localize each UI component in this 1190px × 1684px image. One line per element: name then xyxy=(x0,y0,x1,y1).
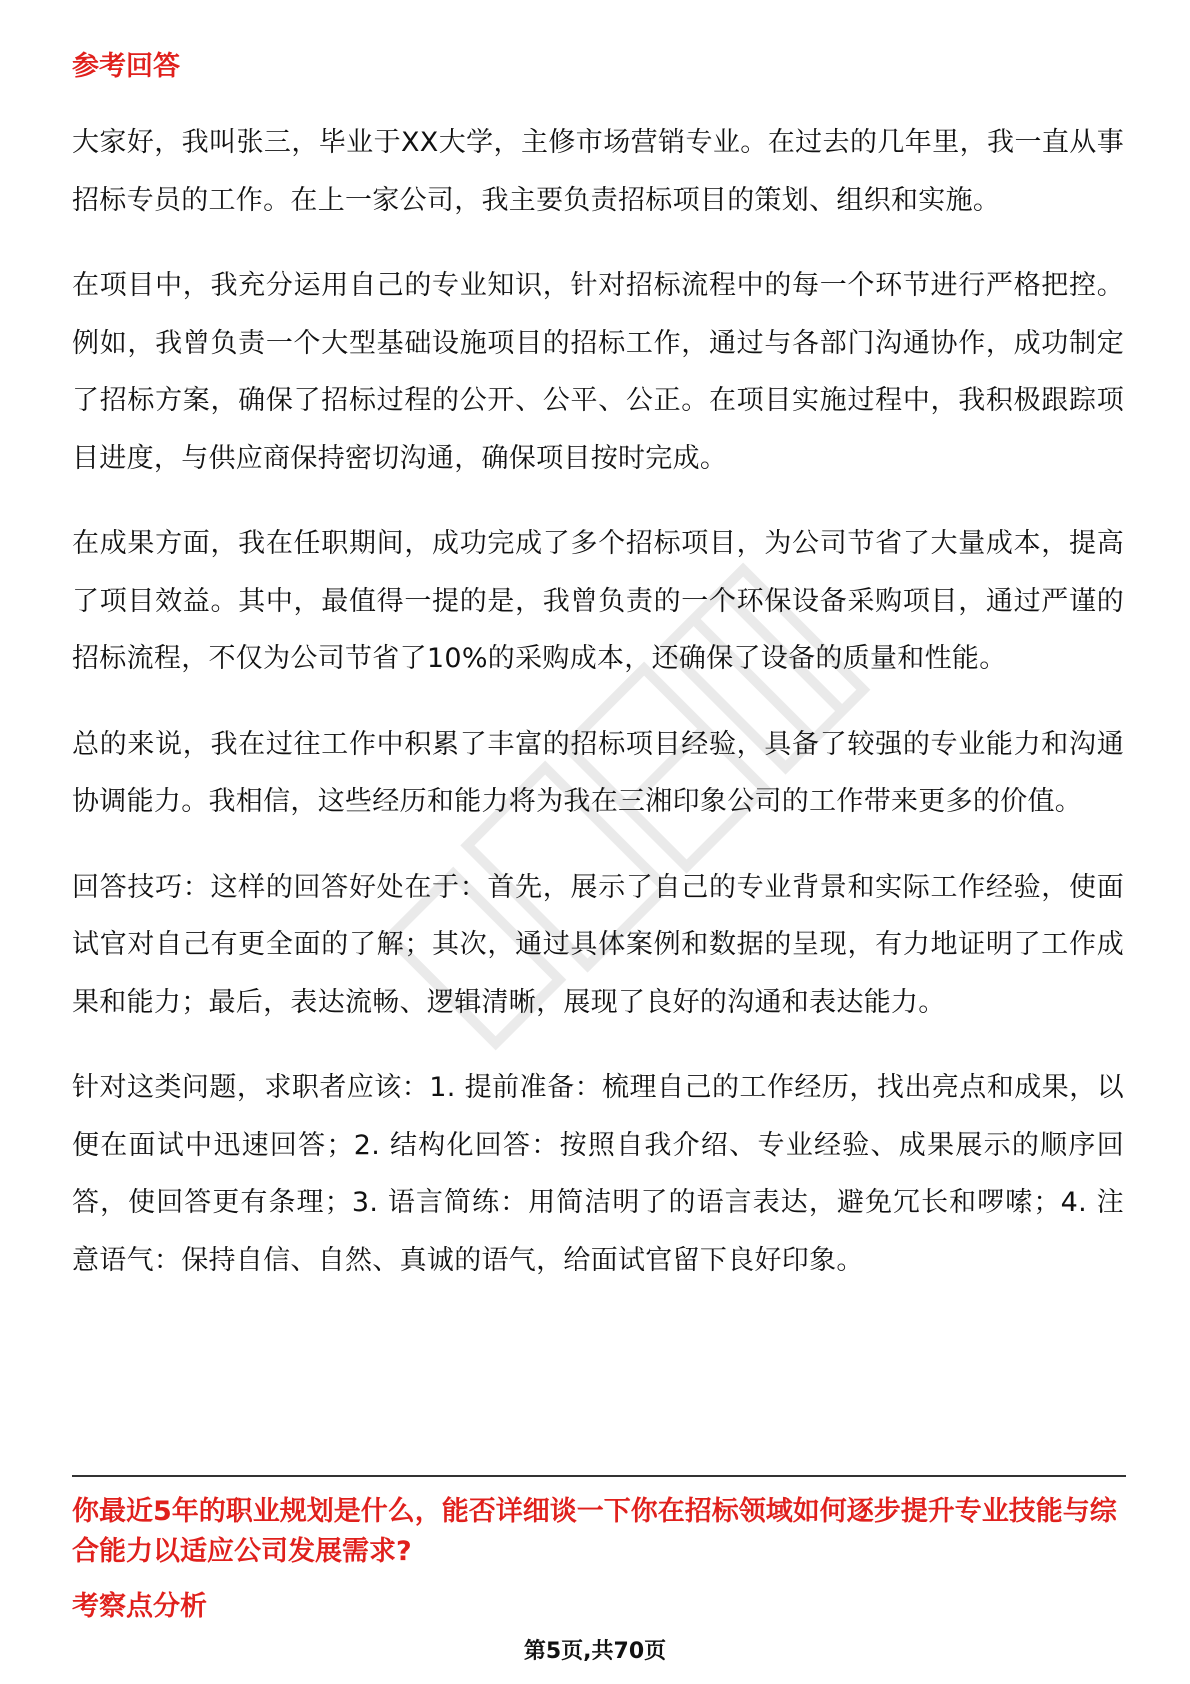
section-divider xyxy=(72,1475,1126,1477)
answer-tips-paragraph: 回答技巧：这样的回答好处在于：首先，展示了自己的专业背景和实际工作经验，使面试官对自己有更全面的了解；其次，通过具体案例和数据的呈现，有力地证明了工作成果和能力；最后，表达流畅、逻辑清晰，展现了良好的沟通和表达能力。 xyxy=(72,871,1124,1018)
page-number-footer: 第5页,共70页 xyxy=(523,1639,667,1664)
answer-paragraph-results: 在成果方面，我在任职期间，成功完成了多个招标项目，为公司节省了大量成本，提高了项目效益。其中，最值得一提的是，我曾负责的一个环保设备采购项目，通过严谨的招标流程，不仅为公司节省了10%的采购成本，还确保了设备的质量和性能。 xyxy=(72,528,1124,674)
answer-paragraph-summary: 总的来说，我在过往工作中积累了丰富的招标项目经验，具备了较强的专业能力和沟通协调能力。我相信，这些经历和能力将为我在三湘印象公司的工作带来更多的价值。 xyxy=(72,728,1124,817)
reference-answer-section xyxy=(72,48,1124,1317)
answer-paragraph-projects: 在项目中，我充分运用自己的专业知识，针对招标流程中的每一个环节进行严格把控。例如，我曾负责一个大型基础设施项目的招标工作，通过与各部门沟通协作，成功制定了招标方案，确保了招标过程的公开、公平、公正。在项目实施过程中，我积极跟踪项目进度，与供应商保持密切沟通，确保项目按时完成。 xyxy=(72,270,1124,474)
answer-advice-paragraph: 针对这类问题，求职者应该：1. 提前准备：梳理自己的工作经历，找出亮点和成果，以便在面试中迅速回答；2. 结构化回答：按照自我介绍、专业经验、成果展示的顺序回答，使回答更有条理；3. 语言简练：用简洁明了的语言表达，避免冗长和啰嗦；4. 注意语气：保持自信、自然、真诚的语气，给面试官留下良好印象。 xyxy=(72,1072,1124,1276)
answer-paragraph-intro: 大家好，我叫张三，毕业于XX大学，主修市场营销专业。在过去的几年里，我一直从事招标专员的工作。在上一家公司，我主要负责招标项目的策划、组织和实施。 xyxy=(72,127,1124,216)
next-question-text: 你最近5年的职业规划是什么，能否详细谈一下你在招标领域如何逐步提升专业技能与综合能力以适应公司发展需求? xyxy=(72,1496,1117,1567)
analysis-heading: 考察点分析 xyxy=(72,1591,207,1622)
reference-answer-heading: 参考回答 xyxy=(72,51,180,82)
